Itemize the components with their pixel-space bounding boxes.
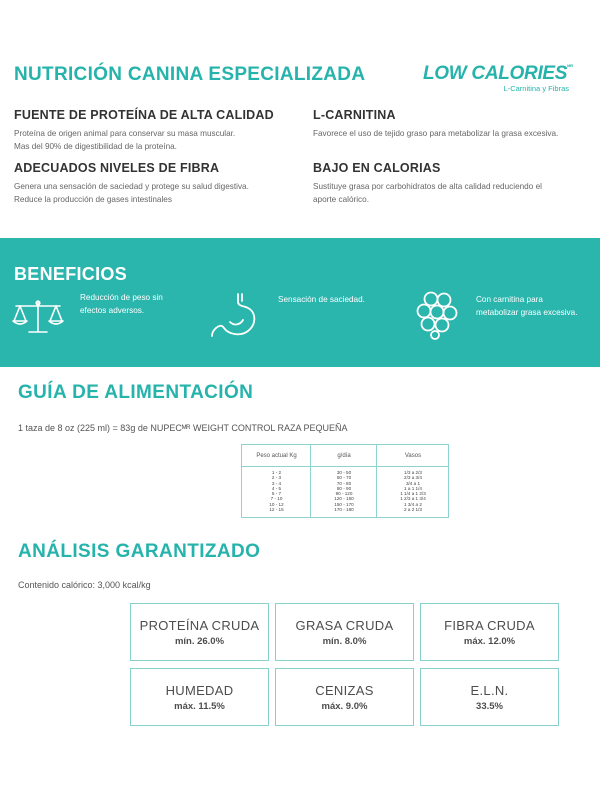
table-cell: 150 - 170 [334, 501, 354, 507]
feeding-table [241, 444, 449, 518]
table-row [242, 507, 448, 512]
analysis-value: 33.5% [476, 701, 503, 712]
column-header-weight: Peso actual Kg [256, 453, 297, 459]
analysis-label: FIBRA CRUDA [444, 618, 535, 633]
benefits-band [0, 238, 600, 367]
table-cell: 30 - 50 [336, 470, 352, 475]
table-cell: 1 3/4 a 2 [404, 501, 422, 507]
table-cell: 1 1/4 a 1 2/3 [400, 491, 426, 497]
carnitine-molecule-icon [414, 290, 460, 345]
table-cell: 1 - 2 [271, 470, 282, 475]
feature-protein [14, 108, 299, 153]
feature-title: FUENTE DE PROTEÍNA DE ALTA CALIDAD [14, 108, 274, 122]
cup-equivalence-text: 1 taza de 8 oz (225 ml) = 83g de NUPECᴹᴿ WEIGHT CONTROL RAZA PEQUEÑA [18, 423, 348, 433]
analysis-value: mín. 8.0% [322, 636, 367, 647]
table-cell: 4 - 5 [271, 485, 282, 491]
analysis-value: máx. 9.0% [321, 701, 368, 712]
benefit-weight-loss: Reducción de peso sin efectos adversos. [80, 293, 163, 315]
table-cell: 3/4 a 1 [405, 480, 421, 486]
table-cell: 1 a 1 1/4 [404, 485, 422, 491]
feature-l-carnitine [313, 108, 598, 140]
analysis-box-ash [275, 668, 414, 726]
column-header-cups: Vasos [404, 453, 422, 459]
scale-icon [12, 299, 64, 340]
analysis-label: PROTEÍNA CRUDA [139, 618, 260, 633]
table-cell: 1 2/3 a 1 3/4 [400, 496, 426, 502]
analysis-box-protein [130, 603, 269, 661]
table-cell: 3 - 4 [271, 480, 282, 486]
page-title: NUTRICIÓN CANINA ESPECIALIZADA [14, 64, 366, 85]
stomach-icon [210, 292, 260, 345]
table-cell: 80 - 90 [336, 485, 352, 491]
feature-title: BAJO EN CALORIAS [313, 161, 441, 175]
analysis-box-fiber [420, 603, 559, 661]
analysis-label: E.L.N. [470, 683, 509, 698]
low-calories-logo [423, 64, 583, 93]
benefits-title: BENEFICIOS [14, 264, 128, 284]
feature-description: Sustituye grasa por carbohidratos de alta calidad reduciendo el aporte calórico. [313, 182, 542, 204]
analysis-label: CENIZAS [315, 683, 374, 698]
feature-low-calories [313, 161, 598, 206]
feature-title: L-CARNITINA [313, 108, 396, 122]
table-cell: 120 - 150 [334, 496, 354, 502]
analysis-value: máx. 11.5% [174, 701, 225, 712]
table-cell: 12 - 15 [269, 507, 284, 513]
table-cell: 7 - 10 [270, 496, 283, 502]
table-cell: 170 - 180 [334, 507, 354, 513]
table-cell: 70 - 80 [336, 480, 352, 486]
table-cell: 2/3 a 3/4 [404, 475, 422, 481]
analysis-box-fat [275, 603, 414, 661]
analysis-value: máx. 12.0% [463, 636, 516, 647]
logo-subtitle: L-Carnitina y Fibras [503, 84, 569, 93]
feature-title: ADECUADOS NIVELES DE FIBRA [14, 161, 220, 175]
analysis-label: HUMEDAD [165, 683, 234, 698]
table-cell: 5 - 7 [271, 491, 282, 497]
feature-description: Genera una sensación de saciedad y protege su salud digestiva. Reduce la producción de gases intestinales [14, 182, 249, 204]
column-header-grams: g/día [337, 453, 351, 459]
table-cell: 2 - 3 [271, 475, 282, 481]
feature-fiber [14, 161, 299, 206]
benefit-carnitine: Con carnitina para metabolizar grasa excesiva. [476, 295, 578, 317]
table-header [242, 445, 448, 467]
feature-description: Favorece el uso de tejido graso para metabolizar la grasa excesiva. [313, 129, 559, 138]
caloric-content: Contenido calórico: 3,000 kcal/kg [18, 580, 151, 590]
analysis-box-eln [420, 668, 559, 726]
analysis-box-moisture [130, 668, 269, 726]
table-cell: 10 - 12 [269, 501, 284, 507]
analysis-value: mín. 26.0% [174, 636, 225, 647]
analysis-label: GRASA CRUDA [295, 618, 394, 633]
table-cell: 50 - 70 [336, 475, 352, 481]
analysis-title: ANÁLISIS GARANTIZADO [18, 541, 261, 562]
benefit-satiety: Sensación de saciedad. [278, 295, 365, 304]
table-cell: 2 a 2 1/3 [404, 507, 422, 513]
logo-trademark: MR [567, 63, 573, 68]
table-cell: 90 - 120 [335, 491, 353, 497]
feature-description: Proteína de origen animal para conservar su masa muscular. Mas del 90% de digestibilidad de la proteína. [14, 129, 236, 151]
table-body [242, 470, 448, 512]
feeding-guide-title: GUÍA DE ALIMENTACIÓN [18, 382, 254, 403]
logo-title: LOW $CALORIES^{MR}$ [423, 63, 573, 84]
table-cell: 1/3 a 2/3 [404, 470, 422, 475]
